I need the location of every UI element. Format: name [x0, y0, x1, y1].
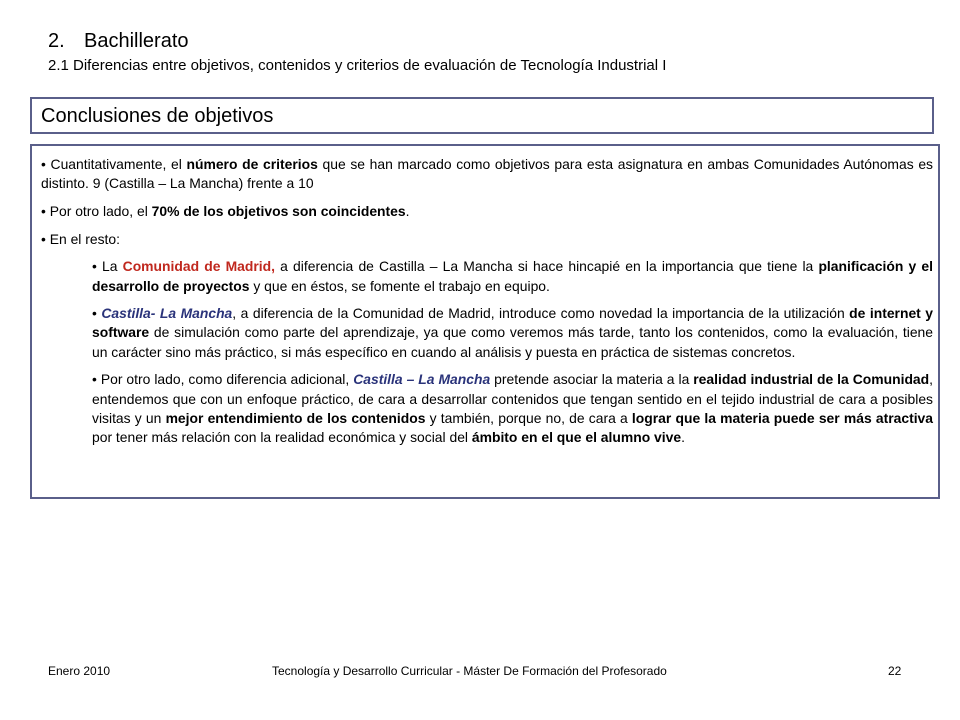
footer-date: Enero 2010: [48, 664, 111, 678]
footer-course: Tecnología y Desarrollo Curricular - Máster De Formación del Profesorado: [272, 664, 667, 678]
emphasis: lograr que la materia puede ser más atractiva: [631, 409, 933, 426]
heading-title: Bachillerato: [84, 30, 189, 52]
emphasis: número de criterios: [186, 156, 318, 172]
highlight-madrid: Comunidad de Madrid,: [122, 258, 275, 275]
highlight-castilla: Castilla – La Mancha: [353, 371, 491, 388]
emphasis: mejor entendimiento de los contenidos: [165, 409, 426, 426]
sub-bullet-castilla-industrial: • Por otro lado, como diferencia adicional, Castilla – La Mancha pretende asociar la materia a la realidad industrial de la Comunidad, entendemos que con un enfoque práctico, de cara a desarrollar contenidos que tengan sentido en el tejido industrial de cara a posibles visitas y un mejor entendimiento de los contenidos y también, porque no, de cara a lograr que la materia puede ser más atractiva por tener más relación con la realidad económica y social del ámbito en el que el alumno vive.: [92, 371, 933, 445]
emphasis: de internet y software: [92, 305, 934, 341]
footer-page-number: 22: [888, 664, 902, 678]
sub-bullet-castilla-internet: • Castilla- La Mancha, a diferencia de la Comunidad de Madrid, introduce como novedad la importancia de la utilización de internet y software de simulación como parte del aprendizaje, ya que como veremos más tarde, tanto los contenidos, como la evaluación, tiene un carácter sino más práctico, si más específico en cuando al análisis y puesta en práctica de sistemas concretos.: [92, 305, 934, 360]
heading-number: 2.: [48, 30, 65, 52]
heading-subtitle: 2.1 Diferencias entre objetivos, contenidos y criterios de evaluación de Tecnología Industrial I: [48, 57, 667, 74]
slide-header: [48, 30, 928, 74]
content-box: [30, 144, 940, 499]
section-title-box: [30, 97, 934, 134]
bullet-criteria-count: • Cuantitativamente, el número de criterios que se han marcado como objetivos para esta asignatura en ambas Comunidades Autónomas es distinto. 9 (Castilla – La Mancha) frente a 10: [41, 156, 934, 192]
heading: [48, 30, 928, 53]
emphasis: realidad industrial de la Comunidad: [693, 371, 930, 388]
sub-bullet-madrid: • La Comunidad de Madrid, a diferencia de Castilla – La Mancha si hace hincapié en la importancia que tiene la planificación y el desarrollo de proyectos y que en éstos, se fomente el trabajo en equipo.: [92, 258, 933, 294]
bullet-coincident-objectives: • Por otro lado, el 70% de los objetivos son coincidentes.: [41, 202, 410, 219]
emphasis: 70% de los objetivos son coincidentes: [151, 202, 406, 219]
highlight-castilla: Castilla- La Mancha: [101, 305, 233, 322]
section-title: Conclusiones de objetivos: [41, 105, 274, 127]
emphasis: planificación y el desarrollo de proyectos: [92, 258, 933, 294]
bullet-rest: • En el resto:: [41, 230, 120, 247]
emphasis: ámbito en el que el alumno vive: [471, 428, 682, 445]
